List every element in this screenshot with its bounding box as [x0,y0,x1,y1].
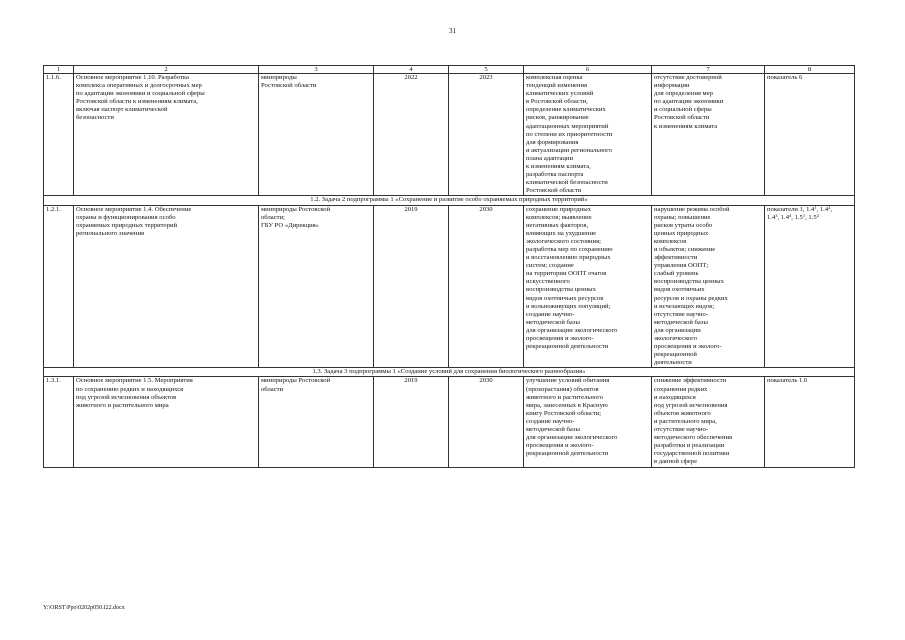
expected-result: улучшение условий обитания (произрастания) объектов животного и растительного мира, занесенных в Красную книгу Ростовской области; создание научно- методической базы для организации экологического просвещения и эколого- рекреационной деятельности [524,377,652,467]
section-title: 1.2. Задача 2 подпрограммы 1 «Сохранение и развитие особо охраняемых природных территорий» [44,196,855,205]
indicator-superscript: 1 [814,205,817,210]
non-implementation-consequences: снижение эффективности сохранения редких и находящихся под угрозой исчезновения объектов животного и растительного мира, отсутствие научно- методического обеспечения разработки и реализации государственной политики в данной сфере [652,377,765,467]
executor: минприроды Ростовской области [259,377,374,467]
measure-name: Основное мероприятие 1.4. Обеспечение охраны и функционирования особо охраняемых природных территорий регионального значения [74,205,259,368]
program-measures-table [43,65,855,468]
executor: минприроды Ростовской области [259,74,374,196]
header-cell: 4 [374,66,449,74]
page-number: 31 [449,27,456,35]
indicator-superscript: 2 [816,212,819,218]
indicator-text: , 1.4 [816,205,829,213]
header-cell: 1 [44,66,74,74]
indicator-text: , 1.5 [805,213,817,221]
table-row [44,205,855,368]
start-year: 2022 [374,74,449,196]
expected-result: сохранение природных комплексов; выявление негативных факторов, влияющих на ухудшение экологического состояния; разработка мер по сохранению и восстановлению природных систем; создание на территории ООПТ очагов искусственного воспроизводства ценных видов охотничьих ресурсов и вольноживущих популяций; создание научно- методической базы для организации экологического просвещения и эколого- рекреационной деятельности [524,205,652,368]
end-year: 2030 [449,205,524,368]
header-cell: 2 [74,66,259,74]
executor: минприроды Ростовской области; ГБУ РО «Дирекция» [259,205,374,368]
indicator-text: , 1.4 [767,205,833,221]
row-number: 1.3.1. [44,377,74,467]
indicator-superscript: 3 [775,212,778,218]
indicator-text: , 1.5 [791,213,803,221]
indicator-text: показатели 1, 1.4 [767,205,815,213]
table-row [44,377,855,467]
indicator-text: , 1.4 [777,213,790,221]
linked-indicators [765,205,855,368]
section-title: 1.3. Задача 3 подпрограммы 1 «Создание условий для сохранения биологического разнообразия» [44,368,855,377]
linked-indicators: показатель 1.6 [765,377,855,467]
file-path-footer: Y:\ORST\Ppo\0202p050.f22.docx [43,605,125,611]
end-year: 2030 [449,377,524,467]
table-row [44,74,855,196]
non-implementation-consequences: нарушение режима особой охраны; повышение рисков утраты особо ценных природных комплексов и объектов; снижение эффективности управления ООПТ; слабый уровень воспроизводства ценных видов охотничьих ресурсов и охраны редких и исчезающих видов; отсутствие научно- методической базы для организации экологического просвещения и эколого- рекреационной деятельности [652,205,765,368]
row-number: 1.1.6. [44,74,74,196]
indicator-superscript: 4 [789,212,792,218]
start-year: 2019 [374,205,449,368]
end-year: 2023 [449,74,524,196]
header-cell: 6 [524,66,652,74]
start-year: 2019 [374,377,449,467]
linked-indicators: показатель 6 [765,74,855,196]
indicator-superscript: 2 [828,205,831,210]
header-cell: 3 [259,66,374,74]
measure-name: Основное мероприятие 1.10. Разработка комплекса оперативных и долгосрочных мер по адаптации экономики и социальной сферы Ростовской области к изменениям климата, включая паспорт климатической безопасности [74,74,259,196]
row-number: 1.2.1. [44,205,74,368]
non-implementation-consequences: отсутствие достоверной информации для определения мер по адаптации экономики и социальной сферы Ростовской области к изменениям климата [652,74,765,196]
section-row [44,196,855,205]
measure-name: Основное мероприятие 1.5. Мероприятия по сохранению редких и находящихся под угрозой исчезновения объектов животного и растительного мира [74,377,259,467]
header-cell: 7 [652,66,765,74]
table-header-row [44,66,855,74]
section-row [44,368,855,377]
expected-result: комплексная оценка тенденций изменения климатических условий в Ростовской области, определение климатических рисков, ранжирование адаптационных мероприятий по степени их приоритетности для формирования и актуализации регионального плана адаптации к изменениям климата, разработка паспорта климатической безопасности Ростовской области [524,74,652,196]
header-cell: 8 [765,66,855,74]
header-cell: 5 [449,66,524,74]
indicator-superscript: 1 [802,212,806,218]
